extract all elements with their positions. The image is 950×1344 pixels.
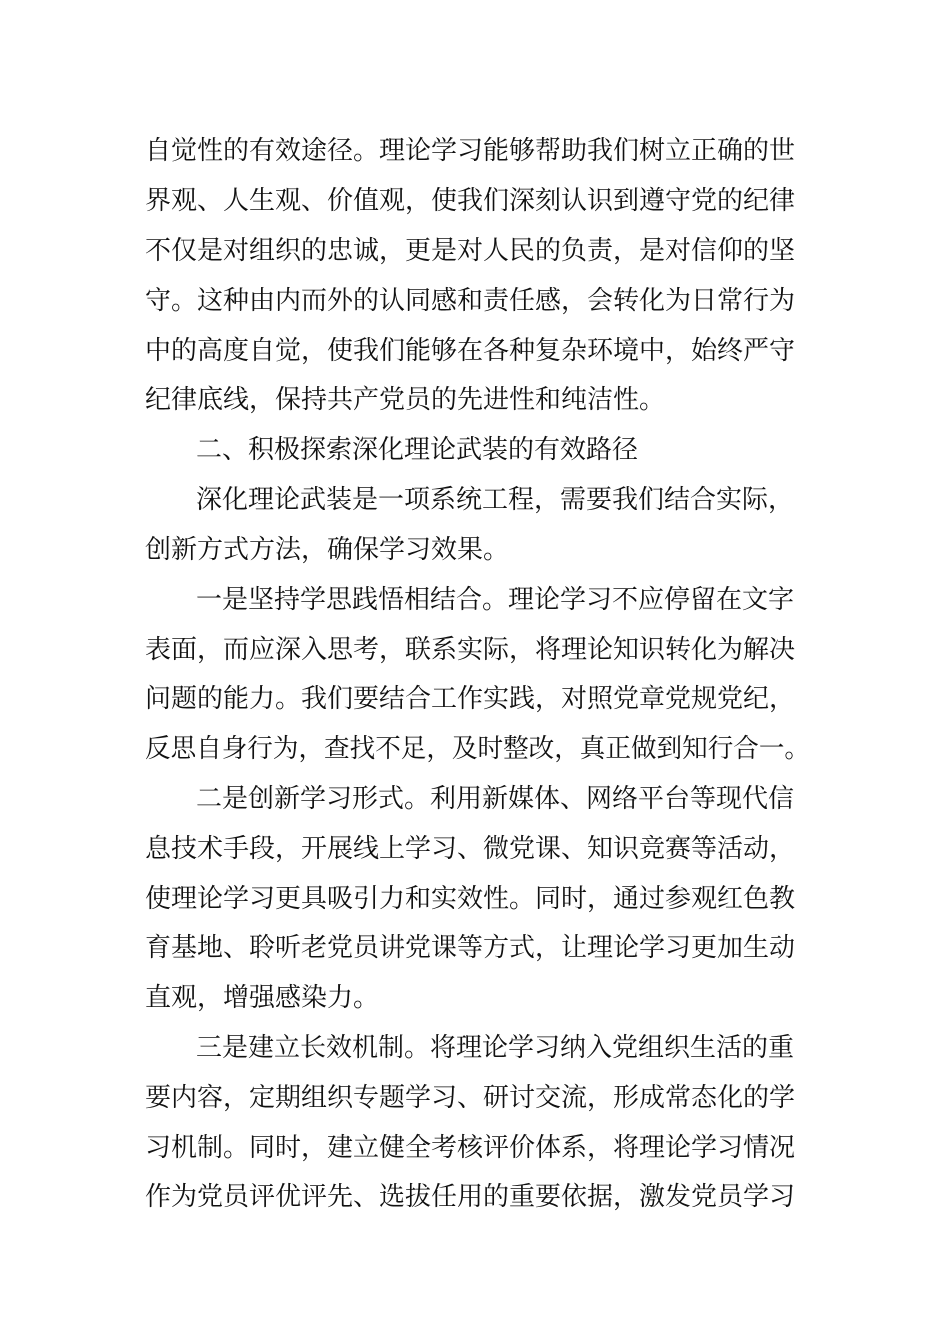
body-text-line: 自觉性的有效途径。理论学习能够帮助我们树立正确的世 bbox=[145, 136, 796, 166]
body-text-line: 表面，而应深入思考，联系实际，将理论知识转化为解决 bbox=[145, 635, 796, 665]
body-text-line: 问题的能力。我们要结合工作实践，对照党章党规党纪， bbox=[145, 684, 796, 714]
body-text-line: 息技术手段，开展线上学习、微党课、知识竞赛等活动， bbox=[145, 834, 796, 864]
body-text-line: 要内容，定期组织专题学习、研讨交流，形成常态化的学 bbox=[145, 1083, 796, 1113]
body-text-line: 二是创新学习形式。利用新媒体、网络平台等现代信 bbox=[196, 784, 795, 814]
body-text-line: 育基地、聆听老党员讲党课等方式，让理论学习更加生动 bbox=[145, 933, 796, 963]
body-text-line: 直观，增强感染力。 bbox=[145, 983, 380, 1013]
body-text-line: 界观、人生观、价值观，使我们深刻认识到遵守党的纪律 bbox=[145, 186, 796, 216]
body-text-line: 三是建立长效机制。将理论学习纳入党组织生活的重 bbox=[196, 1033, 795, 1063]
body-text-line: 中的高度自觉，使我们能够在各种复杂环境中，始终严守 bbox=[145, 336, 796, 366]
body-text-line: 习机制。同时，建立健全考核评价体系，将理论学习情况 bbox=[145, 1133, 796, 1163]
body-text-line: 使理论学习更具吸引力和实效性。同时，通过参观红色教 bbox=[145, 884, 796, 914]
body-text-line: 纪律底线，保持共产党员的先进性和纯洁性。 bbox=[145, 385, 666, 415]
body-text-line: 深化理论武装是一项系统工程，需要我们结合实际， bbox=[196, 485, 795, 515]
body-text-line: 作为党员评优评先、选拔任用的重要依据，激发党员学习 bbox=[145, 1182, 796, 1212]
body-text-line: 守。这种由内而外的认同感和责任感，会转化为日常行为 bbox=[145, 286, 796, 316]
body-text-line: 一是坚持学思践悟相结合。理论学习不应停留在文字 bbox=[196, 585, 795, 615]
body-text-line: 创新方式方法，确保学习效果。 bbox=[145, 535, 510, 565]
body-text-line: 不仅是对组织的忠诚，更是对人民的负责，是对信仰的坚 bbox=[145, 236, 796, 266]
section-heading: 二、积极探索深化理论武装的有效路径 bbox=[196, 435, 639, 465]
body-text-line: 反思自身行为，查找不足，及时整改，真正做到知行合一。 bbox=[145, 734, 811, 764]
